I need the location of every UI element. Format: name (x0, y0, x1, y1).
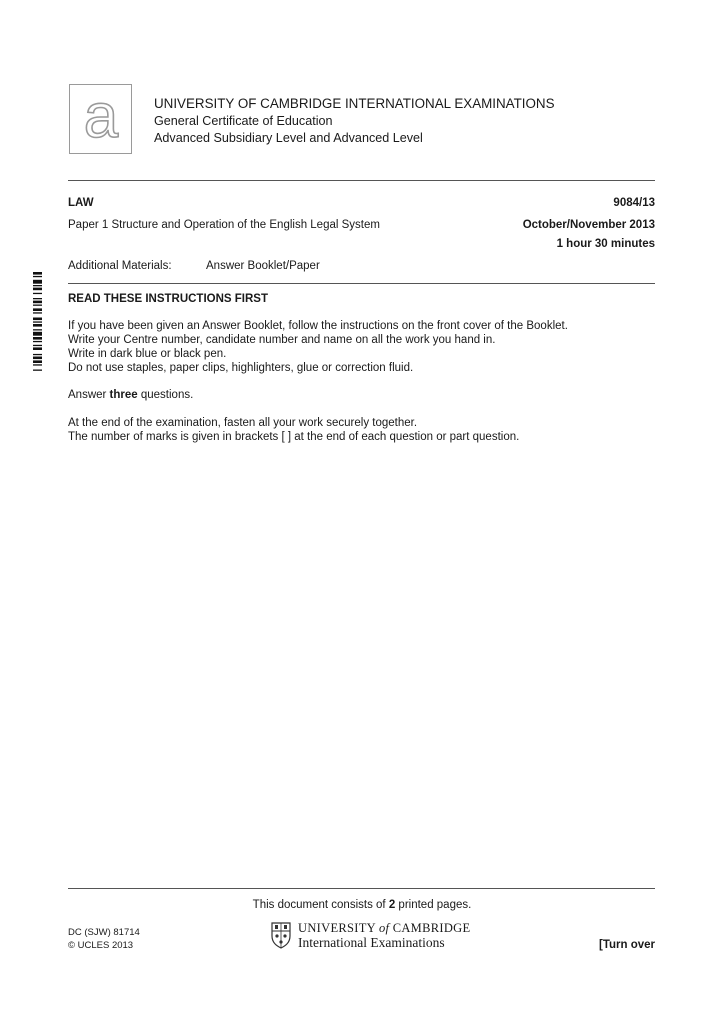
crest-icon (270, 921, 292, 949)
marks-instruction: The number of marks is given in brackets [ ] at the end of each question or part question. (68, 431, 520, 443)
materials-value: Answer Booklet/Paper (206, 260, 320, 272)
instruction-line: Write your Centre number, candidate number and name on all the work you hand in. (68, 334, 496, 346)
instruction-line: Do not use staples, paper clips, highlighters, glue or correction fluid. (68, 362, 414, 374)
divider-bottom (68, 888, 655, 889)
barcode (33, 272, 47, 400)
instruction-line: If you have been given an Answer Booklet, follow the instructions on the front cover of the Booklet. (68, 320, 568, 332)
page-count-note: This document consists of 2 printed pages. (252, 899, 472, 911)
ucam-subtitle: International Examinations (298, 935, 445, 950)
org-name: UNIVERSITY OF CAMBRIDGE INTERNATIONAL EXAMINATIONS (154, 96, 555, 111)
level-name: Advanced Subsidiary Level and Advanced Level (154, 131, 423, 145)
turn-over: [Turn over (598, 939, 655, 951)
certificate-name: General Certificate of Education (154, 114, 333, 128)
divider-top (68, 180, 655, 181)
materials-label: Additional Materials: (68, 260, 172, 272)
exam-session: October/November 2013 (522, 219, 655, 231)
copyright: © UCLES 2013 (68, 940, 134, 951)
answer-instruction: Answer three questions. (68, 389, 194, 401)
end-instruction: At the end of the examination, fasten all your work securely together. (68, 417, 418, 429)
paper-title: Paper 1 Structure and Operation of the English Legal System (68, 219, 380, 231)
subject-code: 9084/13 (613, 197, 655, 209)
document-ref: DC (SJW) 81714 (68, 927, 140, 938)
divider-middle (68, 283, 655, 284)
instruction-line: Write in dark blue or black pen. (68, 348, 227, 360)
instructions-heading: READ THESE INSTRUCTIONS FIRST (68, 293, 268, 305)
exam-duration: 1 hour 30 minutes (556, 238, 655, 250)
cie-logo (69, 84, 132, 154)
subject-name: LAW (68, 197, 94, 209)
logo-letter: a (83, 85, 119, 151)
ucam-name: UNIVERSITY of CAMBRIDGE (298, 921, 471, 935)
